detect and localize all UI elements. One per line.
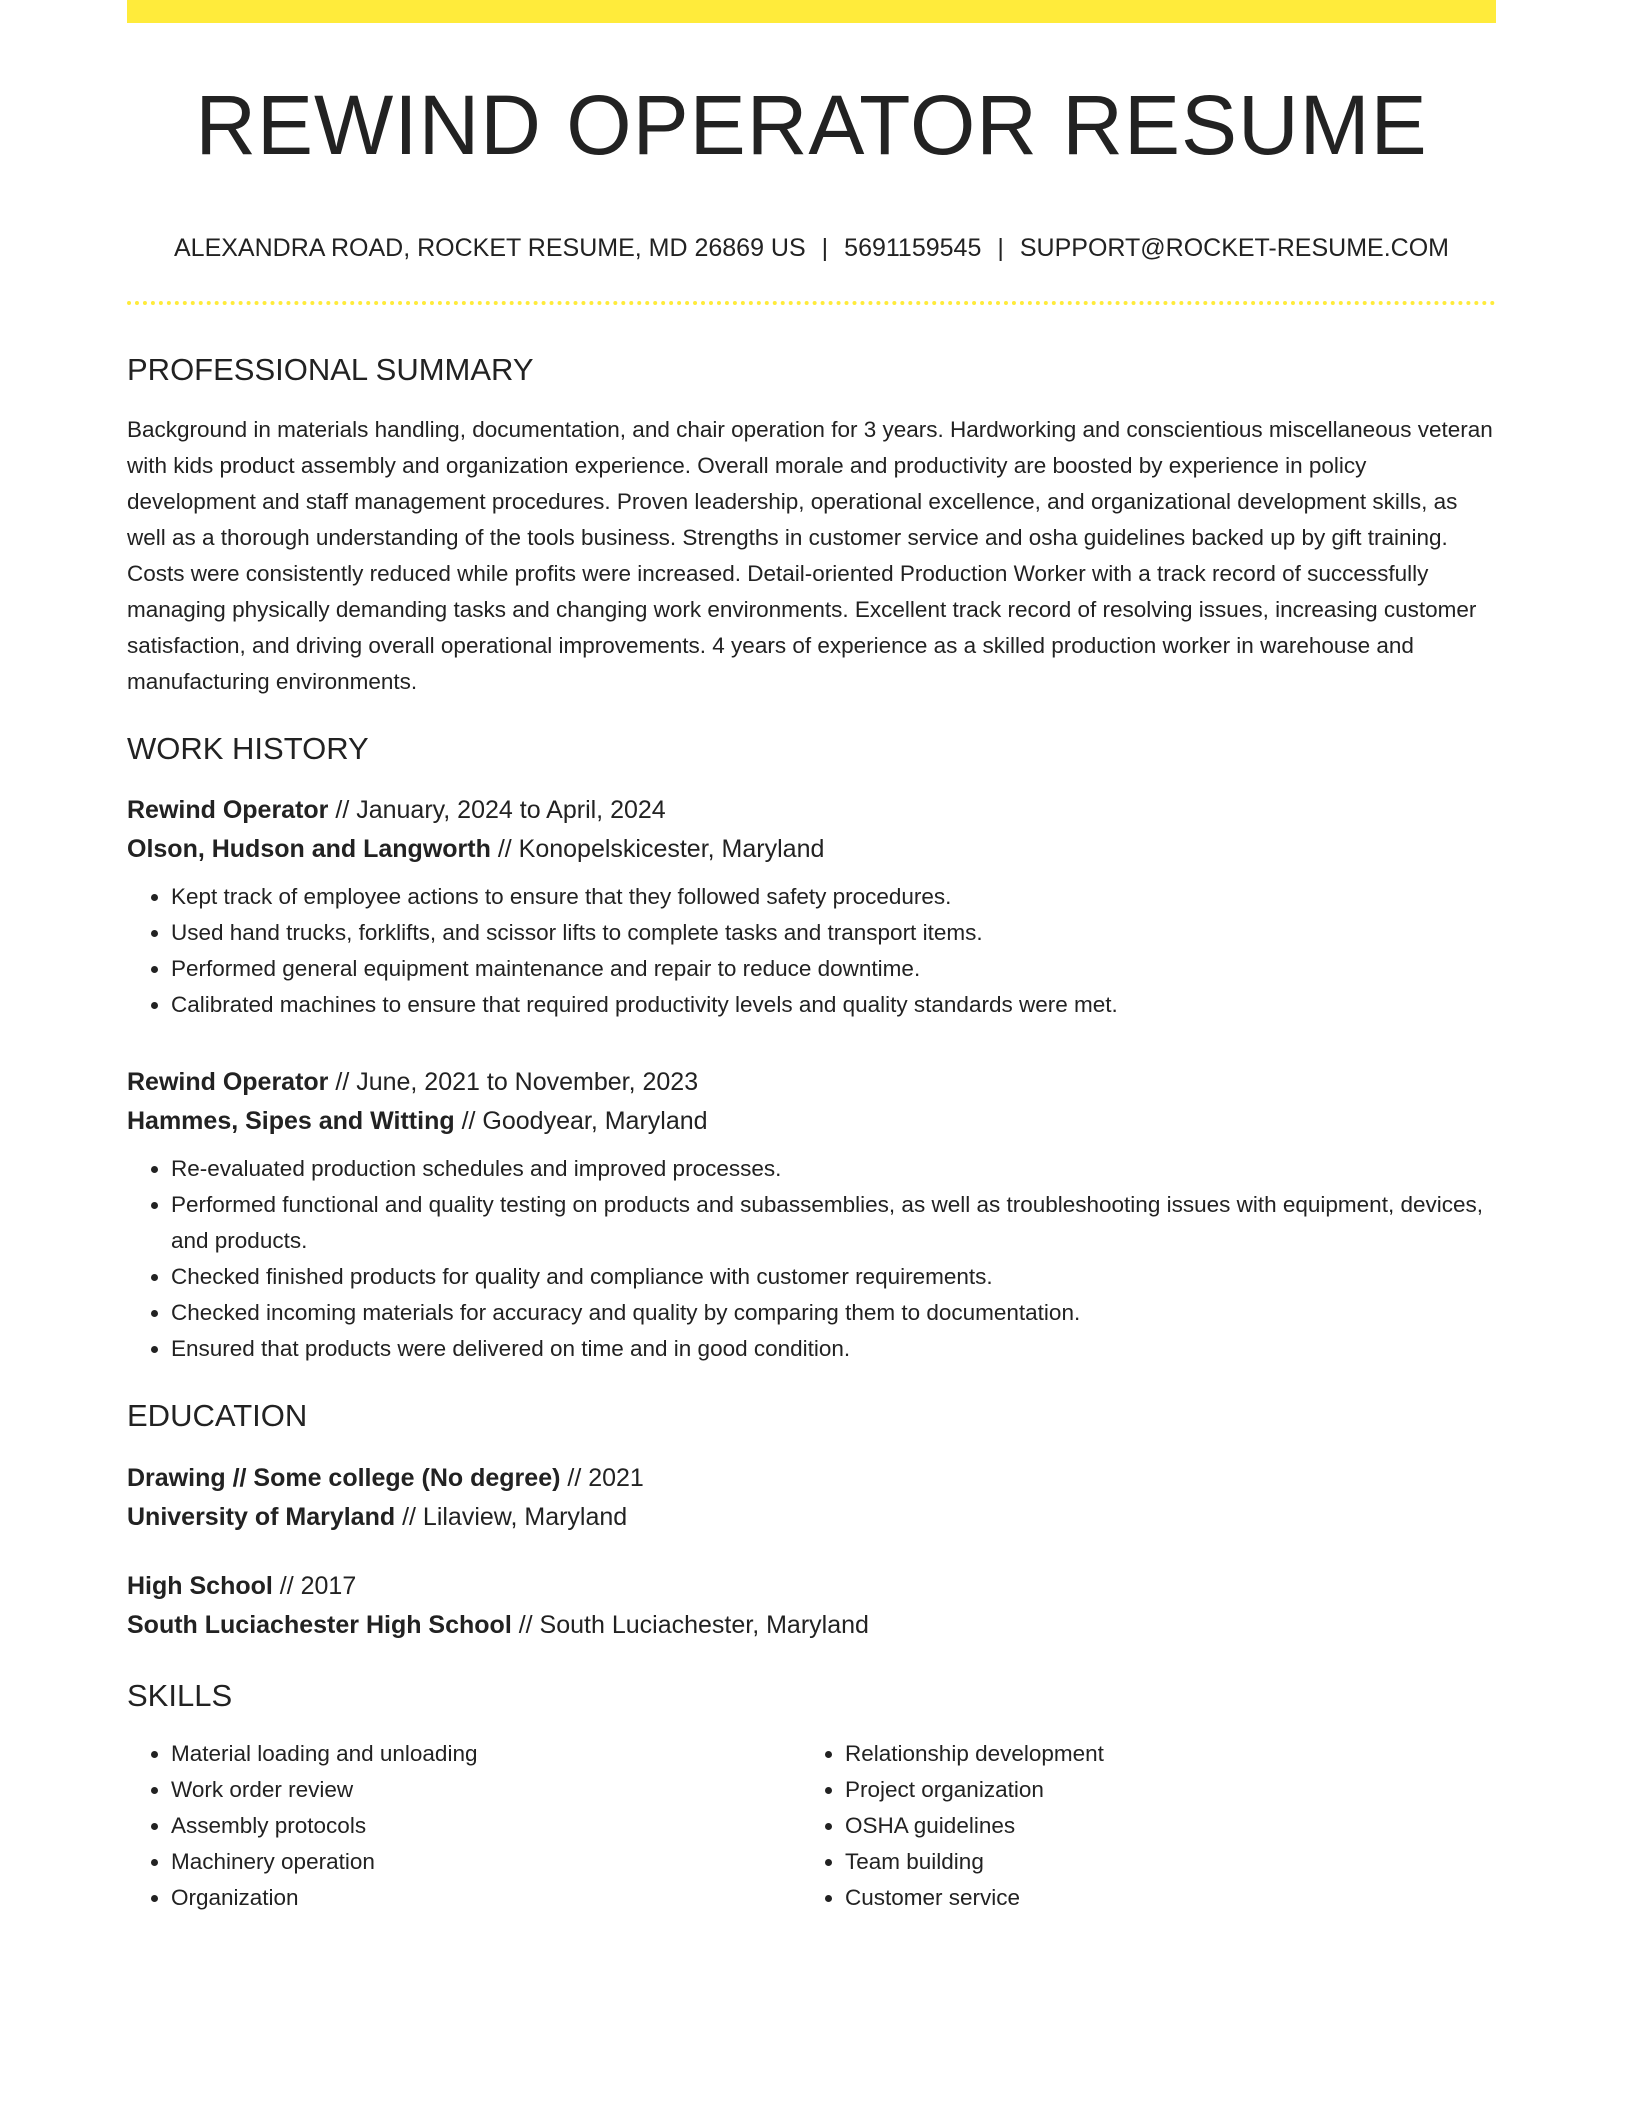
list-item: • Relationship development	[845, 1736, 1475, 1772]
contact-separator: |	[997, 234, 1004, 262]
job-role-line	[127, 791, 1496, 830]
job-company-line	[127, 1102, 1496, 1141]
job-entry	[127, 1063, 1496, 1367]
education-school-line	[127, 1606, 1496, 1645]
list-item: • Ensured that products were delivered on time and in good condition.	[171, 1331, 1496, 1367]
list-item: • Team building	[845, 1844, 1475, 1880]
job-company-line	[127, 830, 1496, 869]
list-item: • OSHA guidelines	[845, 1808, 1475, 1844]
job-entry	[127, 791, 1496, 1023]
education-school-line	[127, 1498, 1496, 1537]
list-item: • Organization	[171, 1880, 801, 1916]
education-degree-line	[127, 1459, 1496, 1498]
work-history-heading: WORK HISTORY	[127, 731, 369, 767]
education-degree: High School	[127, 1571, 273, 1600]
job-location: // Konopelskicester, Maryland	[490, 835, 825, 864]
list-item: • Checked incoming materials for accuracy and quality by comparing them to documentation.	[171, 1295, 1496, 1331]
list-item: • Checked finished products for quality and compliance with customer requirements.	[171, 1259, 1496, 1295]
education-school: University of Maryland	[127, 1502, 396, 1531]
list-item: • Kept track of employee actions to ensure that they followed safety procedures.	[171, 879, 1496, 915]
job-dates: // January, 2024 to April, 2024	[328, 796, 666, 825]
education-entry	[127, 1459, 1496, 1537]
job-role: Rewind Operator	[127, 796, 329, 825]
list-item: • Customer service	[845, 1880, 1475, 1916]
list-item: • Performed functional and quality testing on products and subassemblies, as well as troubleshooting issues with equipment, devices, and products.	[171, 1187, 1496, 1259]
contact-separator: |	[821, 234, 829, 262]
list-item: • Re-evaluated production schedules and improved processes.	[171, 1151, 1496, 1187]
education-school: South Luciachester High School	[127, 1610, 512, 1639]
list-item: • Machinery operation	[171, 1844, 801, 1880]
resume-title: REWIND OPERATOR RESUME	[195, 78, 1428, 172]
list-item: • Work order review	[171, 1772, 801, 1808]
education-entry	[127, 1567, 1496, 1645]
education-location: // Lilaview, Maryland	[395, 1502, 628, 1531]
job-company: Hammes, Sipes and Witting	[127, 1107, 455, 1136]
job-company: Olson, Hudson and Langworth	[127, 835, 491, 864]
list-item: • Assembly protocols	[171, 1808, 801, 1844]
list-item: • Used hand trucks, forklifts, and scissor lifts to complete tasks and transport items.	[171, 915, 1496, 951]
education-location: // South Luciachester, Maryland	[511, 1610, 869, 1639]
education-degree: Drawing // Some college (No degree)	[127, 1463, 561, 1492]
skills-columns	[127, 1736, 1496, 1916]
education-degree-line	[127, 1567, 1496, 1606]
education-year: // 2017	[272, 1571, 357, 1600]
contact-line	[127, 233, 1496, 263]
contact-address: ALEXANDRA ROAD, ROCKET RESUME, MD 26869 US	[174, 234, 806, 262]
list-item: • Performed general equipment maintenance and repair to reduce downtime.	[171, 951, 1496, 987]
skills-list-right	[801, 1736, 1475, 1916]
job-duties	[127, 1151, 1496, 1367]
accent-bar	[127, 0, 1496, 23]
job-location: // Goodyear, Maryland	[454, 1107, 708, 1136]
dotted-divider	[127, 301, 1496, 305]
job-role-line	[127, 1063, 1496, 1102]
education-heading: EDUCATION	[127, 1398, 308, 1434]
resume-page	[127, 0, 1496, 1916]
skills-list-left	[127, 1736, 801, 1916]
list-item: • Project organization	[845, 1772, 1475, 1808]
list-item: • Material loading and unloading	[171, 1736, 801, 1772]
job-role: Rewind Operator	[127, 1068, 329, 1097]
education-year: // 2021	[560, 1463, 644, 1492]
contact-email: SUPPORT@ROCKET-RESUME.COM	[1019, 234, 1449, 262]
summary-text: Background in materials handling, documentation, and chair operation for 3 years. Hardworking and conscientious miscellaneous veteran with kids product assembly and organization experience. Overall morale and productivity are boosted by experience in policy development and staff management procedures. Proven leadership, operational excellence, and organizational development skills, as well as a thorough understanding of the tools business. Strengths in customer service and osha guidelines backed up by gift training. Costs were consistently reduced while profits were increased. Detail-oriented Production Worker with a track record of successfully managing physically demanding tasks and changing work environments. Excellent track record of resolving issues, increasing customer satisfaction, and driving overall operational improvements. 4 years of experience as a skilled production worker in warehouse and manufacturing environments.	[127, 417, 1493, 695]
summary-heading: PROFESSIONAL SUMMARY	[127, 352, 534, 387]
skills-heading: SKILLS	[127, 1677, 233, 1713]
list-item: • Calibrated machines to ensure that required productivity levels and quality standards were met.	[171, 987, 1496, 1023]
contact-phone: 5691159545	[844, 234, 982, 262]
job-dates: // June, 2021 to November, 2023	[328, 1068, 699, 1097]
job-duties	[127, 879, 1496, 1023]
